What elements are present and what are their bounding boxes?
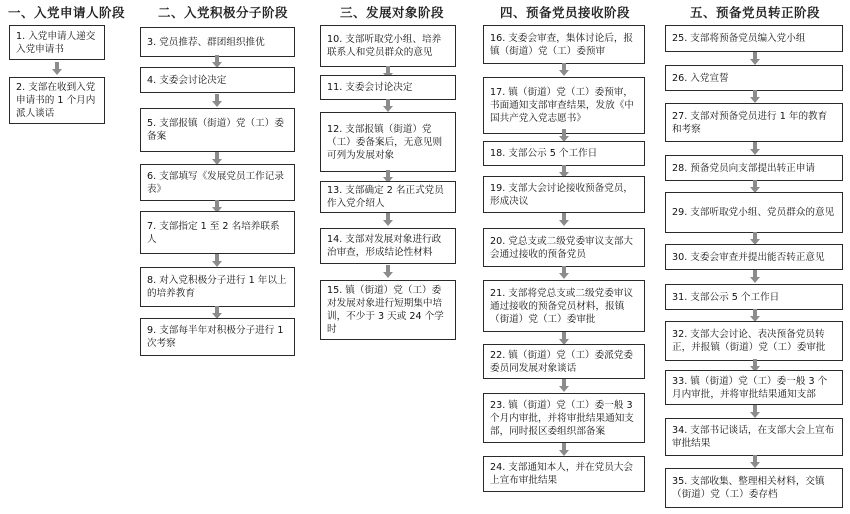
step-box [483,228,645,267]
step-box [9,77,105,124]
step-text: 30. 支委会审查并提出能否转正意见 [672,251,825,263]
flow-arrow-icon [559,266,569,280]
step-text: 23. 镇（街道）党（工）委一般 3 个月内审批，并将审批结果通知支部，同时报区委组织部备案 [490,399,634,437]
step-box [665,65,843,91]
step-box [665,284,843,310]
step-text: 17. 镇（街道）党（工）委预审，书面通知支部审查结果，发放《中国共产党入党志愿书》 [490,87,634,124]
step-box [140,27,295,57]
step-text: 20. 党总支或二级党委审议支部大会通过接收的预备党员 [490,235,634,260]
step-box [320,112,456,172]
step-box [665,370,843,405]
flow-arrow-icon [750,405,760,419]
step-box [320,280,456,340]
step-text: 14. 支部对发展对象进行政治审查，形成结论性材料 [327,234,442,258]
flow-arrow-icon [383,99,393,113]
step-text: 19. 支部大会讨论接收预备党员，形成决议 [490,182,634,207]
flow-arrow-icon [383,265,393,279]
step-box [9,25,105,60]
step-text: 26. 入党宣誓 [672,72,729,84]
step-text: 7. 支部指定 1 至 2 名培养联系人 [147,220,280,245]
step-text: 22. 镇（街道）党（工）委派党委委员同发展对象谈话 [490,349,634,374]
step-box [665,103,843,142]
step-box [665,25,843,52]
step-text: 11. 支委会讨论决定 [327,82,413,93]
stage-5-title: 五、预备党员转正阶段 [690,5,821,20]
flow-arrow-icon [212,254,222,268]
step-box [665,321,843,361]
flow-arrow-icon [383,213,393,227]
flow-arrow-icon [559,63,569,77]
step-text: 34. 支部书记谈话，在支部大会上宣布审批结果 [672,425,835,449]
step-text: 29. 支部听取党小组、党员群众的意见 [672,207,835,218]
step-box [140,211,295,254]
step-text: 15. 镇（街道）党（工）委对发展对象进行短期集中培训，不少于 3 天或 24 个学时 [327,285,444,335]
step-text: 13. 支部确定 2 名正式党员作入党介绍人 [327,185,444,209]
step-text: 16. 支委会审查，集体讨论后，报镇（街道）党（工）委预审 [490,32,634,57]
step-text: 27. 支部对预备党员进行 1 年的教育和考察 [672,110,828,135]
flow-arrow-icon [750,52,760,66]
stage-4-title: 四、预备党员接收阶段 [500,5,631,20]
step-text: 32. 支部大会讨论、表决预备党员转正，并报镇（街道）党（工）委审批 [672,329,826,353]
step-text: 2. 支部在收到入党申请书的 1 个月内派人谈话 [16,82,96,119]
step-text: 6. 支部填写《发展党员工作记录表》 [147,170,284,195]
step-text: 9. 支部每半年对积极分子进行 1 次考察 [147,325,284,349]
step-box [140,318,295,356]
step-text: 5. 支部报镇（街道）党（工）委备案 [147,118,284,142]
step-box [483,393,645,443]
flow-arrow-icon [559,443,569,457]
stage-2-title: 二、入党积极分子阶段 [158,5,289,20]
step-text: 31. 支部公示 5 个工作日 [672,291,780,303]
step-box [320,228,456,264]
step-box [483,344,645,379]
step-box [140,108,295,152]
step-text: 35. 支部收集、整理相关材料，交镇（街道）党（工）委存档 [672,476,825,500]
step-box [483,176,645,213]
stage-1-title: 一、入党申请人阶段 [8,5,126,20]
stage-3-title: 三、发展对象阶段 [340,5,445,20]
step-box [665,192,843,233]
step-text: 1. 入党申请人递交入党申请书 [16,30,96,55]
step-text: 24. 支部通知本人，并在党员大会上宣布审批结果 [490,462,634,486]
step-text: 18. 支部公示 5 个工作日 [490,148,598,159]
step-text: 25. 支部将预备党员编入党小组 [672,33,806,44]
flow-arrow-icon [750,90,760,104]
step-text: 10. 支部听取党小组、培养联系人和党员群众的意见 [327,34,442,58]
step-box [665,244,843,270]
step-text: 12. 支部报镇（街道）党（工）委备案后，无意见则可列为发展对象 [327,123,443,161]
flow-arrow-icon [750,270,760,284]
step-box [483,77,645,134]
step-text: 21. 支部将党总支或二级党委审议通过接收的预备党员材料，报镇（街道）党（工）委审批 [490,287,634,325]
flow-arrow-icon [52,62,62,76]
step-box [140,164,295,201]
flow-arrow-icon [750,455,760,469]
step-box [320,75,456,100]
flow-arrow-icon [750,142,760,156]
flow-arrow-icon [559,213,569,227]
step-box [140,67,295,93]
step-box [140,267,295,307]
flow-arrow-icon [212,94,222,108]
step-box [483,25,645,64]
step-text: 8. 对入党积极分子进行 1 年以上的培养教育 [147,275,287,299]
step-box [483,456,645,492]
step-text: 4. 支委会讨论决定 [147,74,227,86]
step-text: 28. 预备党员向支部提出转正申请 [672,162,816,174]
step-box [665,468,843,508]
step-box [320,25,456,67]
step-box [483,141,645,166]
step-box [665,418,843,456]
flow-arrow-icon [559,379,569,393]
step-box [665,155,843,181]
step-box [483,280,645,332]
step-box [320,181,456,213]
step-text: 33. 镇（街道）党（工）委一般 3 个月内审批，并将审批结果通知支部 [672,375,828,400]
step-text: 3. 党员推荐、群团组织推优 [147,36,265,48]
